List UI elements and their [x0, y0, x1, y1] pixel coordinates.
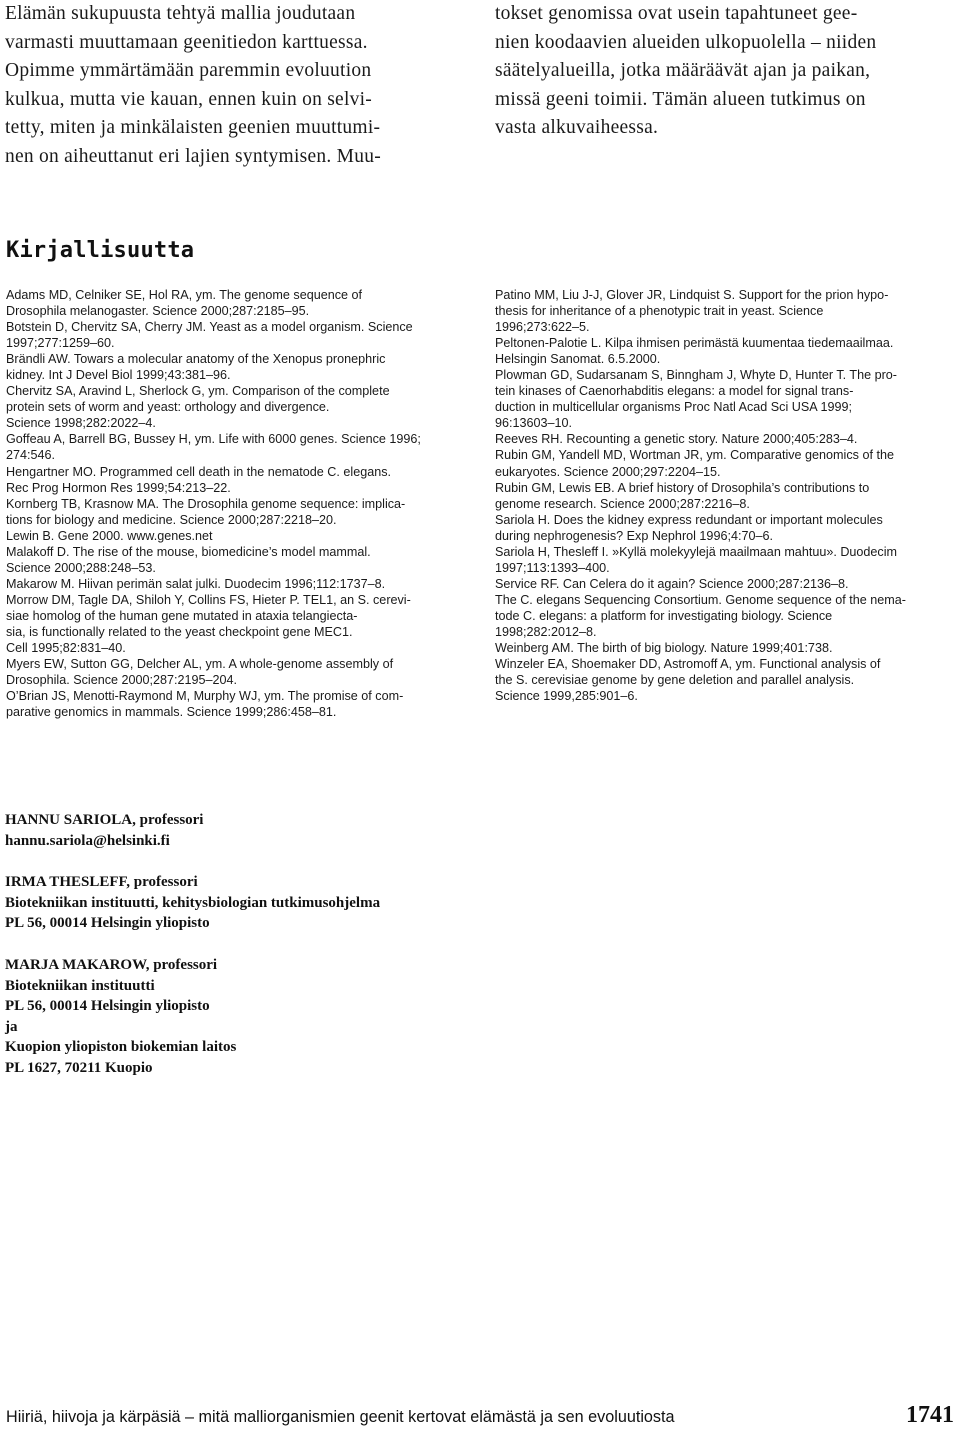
reference-line: Weinberg AM. The birth of big biology. Nature 1999;401:738.: [495, 641, 833, 656]
body-text-line: kulkua, mutta vie kauan, ennen kuin on selvi-: [5, 88, 373, 110]
reference-line: Cell 1995;82:831–40.: [6, 641, 126, 656]
reference-line: Service RF. Can Celera do it again? Science 2000;287:2136–8.: [495, 576, 849, 591]
reference-line: sia, is functionally related to the yeast checkpoint gene MEC1.: [6, 624, 353, 639]
references-right-column: [495, 287, 957, 704]
author-name: HANNU SARIOLA, professori: [5, 812, 204, 828]
reference-line: Lewin B. Gene 2000. www.genes.net: [6, 528, 213, 543]
reference-entry: [6, 496, 468, 528]
reference-line: Reeves RH. Recounting a genetic story. Nature 2000;405:283–4.: [495, 432, 858, 447]
reference-line: Peltonen-Palotie L. Kilpa ihmisen perimästä kuumentaa tiedemaailmaa.: [495, 336, 894, 351]
reference-line: Kornberg TB, Krasnow MA. The Drosophila genome sequence: implica-: [6, 496, 406, 511]
reference-line: tions for biology and medicine. Science 2000;287:2218–20.: [6, 512, 337, 527]
reference-entry: [495, 287, 957, 335]
body-text-line: nien koodaavien alueiden ulkopuolella – niiden: [495, 31, 877, 53]
reference-line: Goffeau A, Barrell BG, Bussey H, ym. Life with 6000 genes. Science 1996;: [6, 432, 421, 447]
reference-line: Botstein D, Chervitz SA, Cherry JM. Yeast as a model organism. Science: [6, 320, 413, 335]
reference-entry: [6, 576, 468, 592]
reference-line: Malakoff D. The rise of the mouse, biomedicine’s model mammal.: [6, 544, 371, 559]
reference-line: Rec Prog Hormon Res 1999;54:213–22.: [6, 480, 231, 495]
reference-line: 1996;273:622–5.: [495, 320, 590, 335]
author-affiliations: [5, 810, 605, 1100]
reference-line: parative genomics in mammals. Science 1999;286:458–81.: [6, 705, 337, 720]
reference-line: Plowman GD, Sudarsanam S, Binngham J, Whyte D, Hunter T. The pro-: [495, 368, 898, 383]
body-text-line: missä geeni toimii. Tämän alueen tutkimus on: [495, 88, 866, 110]
reference-line: the S. cerevisiae genome by gene deletion and parallel analysis.: [495, 673, 855, 688]
author-entry: [5, 955, 605, 1079]
reference-entry: [6, 688, 468, 720]
reference-line: Adams MD, Celniker SE, Hol RA, ym. The genome sequence of: [6, 288, 363, 302]
body-text-line: nen on aiheuttanut eri lajien syntymisen. Muu-: [5, 145, 381, 167]
reference-entry: [495, 480, 957, 512]
reference-line: Makarow M. Hiivan perimän salat julki. Duodecim 1996;112:1737–8.: [6, 576, 386, 591]
author-affiliation-line: Kuopion yliopiston biokemian laitos: [5, 1039, 237, 1056]
reference-line: thesis for inheritance of a phenotypic trait in yeast. Science: [495, 304, 824, 319]
body-text-line: Elämän sukupuusta tehtyä mallia joudutaan: [5, 3, 356, 24]
reference-line: during nephrogenesis? Exp Nephrol 1996;4:70–6.: [495, 528, 773, 543]
running-footer-title: Hiiriä, hiivoja ja kärpäsiä – mitä malliorganismien geenit kertovat elämästä ja sen evoluutiosta: [6, 1408, 675, 1426]
reference-entry: [6, 528, 468, 544]
reference-line: Helsingin Sanomat. 6.5.2000.: [495, 352, 661, 367]
reference-line: Winzeler EA, Shoemaker DD, Astromoff A, ym. Functional analysis of: [495, 657, 881, 672]
reference-entry: [495, 512, 957, 544]
body-text-left-column: [5, 0, 465, 171]
reference-line: 1998;282:2012–8.: [495, 624, 597, 639]
reference-line: 274:546.: [6, 448, 56, 463]
author-affiliation-line: Biotekniikan instituutti, kehitysbiologian tutkimusohjelma: [5, 894, 381, 911]
reference-entry: [6, 431, 468, 463]
reference-line: Hengartner MO. Programmed cell death in the nematode C. elegans.: [6, 464, 392, 479]
reference-line: Rubin GM, Yandell MD, Wortman JR, ym. Comparative genomics of the: [495, 448, 894, 463]
reference-line: Patino MM, Liu J-J, Glover JR, Lindquist S. Support for the prion hypo-: [495, 288, 889, 302]
reference-line: Rubin GM, Lewis EB. A brief history of Drosophila’s contributions to: [495, 480, 870, 495]
references-left-column: [6, 287, 468, 720]
reference-line: 1997;277:1259–60.: [6, 336, 115, 351]
reference-entry: [6, 351, 468, 383]
reference-line: Sariola H. Does the kidney express redundant or important molecules: [495, 512, 883, 527]
reference-line: Science 2000;288:248–53.: [6, 560, 156, 575]
reference-line: Science 1998;282:2022–4.: [6, 416, 156, 431]
body-text-line: tetty, miten ja minkälaisten geenien muuttumi-: [5, 117, 381, 138]
reference-line: 1997;113:1393–400.: [495, 560, 610, 575]
reference-entry: [6, 287, 468, 319]
body-text-line: Opimme ymmärtämään paremmin evoluution: [5, 60, 372, 81]
author-affiliation-line: hannu.sariola@helsinki.fi: [5, 832, 170, 849]
reference-line: kidney. Int J Devel Biol 1999;43:381–96.: [6, 368, 231, 383]
reference-line: tode C. elegans: a platform for investigating biology. Science: [495, 608, 833, 623]
page-number: 1741: [906, 1402, 954, 1428]
reference-line: siae homolog of the human gene mutated in ataxia telangiecta-: [6, 608, 358, 623]
reference-line: Drosophila. Science 2000;287:2195–204.: [6, 673, 238, 688]
reference-entry: [6, 319, 468, 351]
reference-entry: [6, 464, 468, 496]
reference-line: genome research. Science 2000;287:2216–8.: [495, 496, 750, 511]
reference-entry: [495, 544, 957, 576]
reference-line: The C. elegans Sequencing Consortium. Genome sequence of the nema-: [495, 592, 906, 607]
reference-line: Myers EW, Sutton GG, Delcher AL, ym. A whole-genome assembly of: [6, 657, 394, 672]
reference-entry: [495, 576, 957, 592]
reference-entry: [495, 447, 957, 479]
reference-line: duction in multicellular organisms Proc Natl Acad Sci USA 1999;: [495, 400, 852, 415]
author-affiliation-line: Biotekniikan instituutti: [5, 977, 155, 994]
author-affiliation-line: PL 1627, 70211 Kuopio: [5, 1059, 153, 1076]
reference-line: protein sets of worm and yeast: orthology and divergence.: [6, 400, 330, 415]
body-text-line: varmasti muuttamaan geenitiedon karttuessa.: [5, 31, 368, 53]
reference-entry: [495, 367, 957, 431]
author-name: IRMA THESLEFF, professori: [5, 874, 198, 891]
author-name: MARJA MAKAROW, professori: [5, 956, 218, 973]
reference-entry: [495, 640, 957, 656]
reference-line: tein kinases of Caenorhabditis elegans: a model for signal trans-: [495, 384, 854, 399]
reference-line: 96:13603–10.: [495, 416, 573, 431]
author-affiliation-line: PL 56, 00014 Helsingin yliopisto: [5, 998, 210, 1015]
reference-entry: [495, 656, 957, 704]
reference-entry: [495, 592, 957, 640]
reference-line: Morrow DM, Tagle DA, Shiloh Y, Collins FS, Hieter P. TEL1, an S. cerevi-: [6, 592, 411, 607]
body-text-line: tokset genomissa ovat usein tapahtuneet gee-: [495, 3, 858, 24]
reference-line: Drosophila melanogaster. Science 2000;287:2185–95.: [6, 304, 310, 319]
body-text-line: vasta alkuvaiheessa.: [495, 117, 659, 138]
references-heading: Kirjallisuutta: [6, 238, 195, 263]
reference-entry: [6, 656, 468, 688]
reference-entry: [495, 335, 957, 367]
reference-entry: [6, 544, 468, 576]
author-affiliation-line: ja: [5, 1018, 18, 1035]
reference-entry: [6, 383, 468, 431]
reference-entry: [495, 431, 957, 447]
reference-line: eukaryotes. Science 2000;297:2204–15.: [495, 464, 721, 479]
body-text-line: säätelyalueilla, jotka määräävät ajan ja paikan,: [495, 60, 871, 81]
author-affiliation-line: PL 56, 00014 Helsingin yliopisto: [5, 915, 210, 932]
author-entry: [5, 872, 605, 934]
reference-line: Sariola H, Thesleff I. »Kyllä molekyylejä maailmaan mahtuu». Duodecim: [495, 544, 898, 559]
body-text-right-column: [495, 0, 955, 143]
reference-line: Brändli AW. Towars a molecular anatomy of the Xenopus pronephric: [6, 352, 386, 367]
reference-line: O’Brian JS, Menotti-Raymond M, Murphy WJ, ym. The promise of com-: [6, 689, 404, 704]
reference-line: Chervitz SA, Aravind L, Sherlock G, ym. Comparison of the complete: [6, 384, 390, 399]
reference-line: Science 1999,285:901–6.: [495, 689, 638, 704]
author-entry: [5, 810, 605, 851]
reference-entry: [6, 592, 468, 656]
